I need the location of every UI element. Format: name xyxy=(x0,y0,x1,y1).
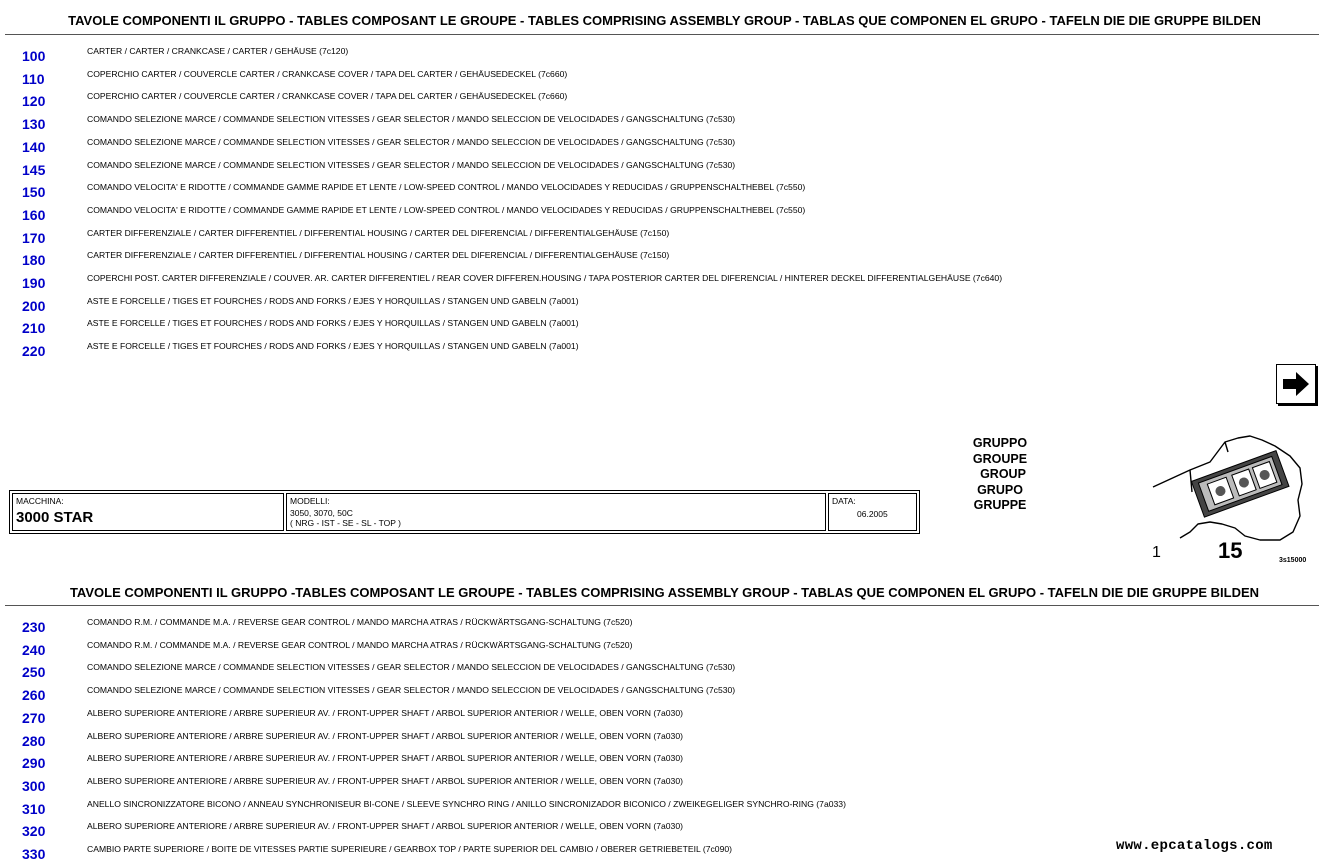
table-row[interactable] xyxy=(0,320,1200,342)
next-page-button[interactable] xyxy=(1276,364,1316,404)
title-block xyxy=(9,490,920,534)
table-number[interactable]: 100 xyxy=(22,48,46,64)
macchina-value: 3000 STAR xyxy=(16,509,94,526)
table-number[interactable]: 210 xyxy=(22,320,46,337)
table-number[interactable]: 320 xyxy=(22,823,46,840)
table-number[interactable]: 140 xyxy=(22,138,46,155)
table-description: CARTER / CARTER / CRANKCASE / CARTER / GEHÄUSE (7c120) xyxy=(87,46,349,56)
table-number[interactable]: 110 xyxy=(22,70,45,87)
table-description: COMANDO VELOCITA' E RIDOTTE / COMMANDE GAMME RAPIDE ET LENTE / LOW-SPEED CONTROL / MANDO VELOCIDADES Y REDUCIDAS / GRUPPENSCHALTHEBEL (7c550) xyxy=(87,182,806,193)
table-number[interactable]: 300 xyxy=(22,777,46,794)
modelli-label: MODELLI: xyxy=(290,496,330,506)
table-description: COMANDO VELOCITA' E RIDOTTE / COMMANDE GAMME RAPIDE ET LENTE / LOW-SPEED CONTROL / MANDO VELOCIDADES Y REDUCIDAS / GRUPPENSCHALTHEBEL (7c550) xyxy=(87,204,806,215)
table-row[interactable] xyxy=(0,275,1200,297)
table-row[interactable] xyxy=(0,343,1200,365)
table-row[interactable] xyxy=(0,68,1200,93)
macchina-label: MACCHINA: xyxy=(16,496,64,506)
table-row[interactable] xyxy=(0,639,1200,664)
data-label: DATA: xyxy=(832,496,856,506)
table-number[interactable]: 170 xyxy=(22,229,46,246)
table-number[interactable]: 220 xyxy=(22,343,46,360)
table-description: ASTE E FORCELLE / TIGES ET FOURCHES / RODS AND FORKS / EJES Y HORQUILLAS / STANGEN UND GABELN (7a001) xyxy=(87,295,579,306)
table-description: COMANDO SELEZIONE MARCE / COMMANDE SELECTION VITESSES / GEAR SELECTOR / MANDO SELECCION DE VELOCIDADES / GANGSCHALTUNG (7c530) xyxy=(87,685,736,696)
table-number[interactable]: 270 xyxy=(22,709,46,726)
small-mark: 1 xyxy=(1152,544,1161,561)
table-number[interactable]: 130 xyxy=(22,116,46,133)
table-description: ALBERO SUPERIORE ANTERIORE / ARBRE SUPERIEUR AV. / FRONT-UPPER SHAFT / ARBOL SUPERIOR ANTERIOR / WELLE, OBEN VORN (7a030) xyxy=(87,775,683,786)
group-label: GRUPPO xyxy=(972,436,1028,450)
table-description: ASTE E FORCELLE / TIGES ET FOURCHES / RODS AND FORKS / EJES Y HORQUILLAS / STANGEN UND GABELN (7a001) xyxy=(87,341,579,352)
table-row[interactable] xyxy=(0,823,1200,845)
page-title-top: TAVOLE COMPONENTI IL GRUPPO - TABLES COMPOSANT LE GROUPE - TABLES COMPRISING ASSEMBLY GROUP - TABLAS QUE COMPONEN EL GRUPO - TAFELN DIE DIE GRUPPE BILDEN xyxy=(68,13,1261,28)
table-row[interactable] xyxy=(0,619,1200,641)
divider xyxy=(5,34,1319,35)
table-row[interactable] xyxy=(0,664,1200,686)
table-number[interactable]: 180 xyxy=(22,252,46,269)
table-number[interactable]: 280 xyxy=(22,732,46,749)
table-number[interactable]: 260 xyxy=(22,687,46,704)
table-row[interactable] xyxy=(0,159,1200,184)
table-description: ALBERO SUPERIORE ANTERIORE / ARBRE SUPERIEUR AV. / FRONT-UPPER SHAFT / ARBOL SUPERIOR ANTERIOR / WELLE, OBEN VORN (7a030) xyxy=(87,821,683,832)
table-description: COPERCHIO CARTER / COUVERCLE CARTER / CRANKCASE COVER / TAPA DEL CARTER / GEHÄUSEDECKEL (7c660) xyxy=(87,68,568,79)
table-row[interactable] xyxy=(0,730,1200,755)
table-row[interactable] xyxy=(0,687,1200,709)
data-value: 06.2005 xyxy=(857,509,888,519)
group-code: 3s15000 xyxy=(1279,557,1307,564)
table-description: COMANDO R.M. / COMMANDE M.A. / REVERSE GEAR CONTROL / MANDO MARCHA ATRAS / RÜCKWÄRTSGANG-SCHALTUNG (7c520) xyxy=(87,639,633,650)
table-description: COMANDO SELEZIONE MARCE / COMMANDE SELECTION VITESSES / GEAR SELECTOR / MANDO SELECCION DE VELOCIDADES / GANGSCHALTUNG (7c530) xyxy=(87,662,736,673)
arrow-right-icon xyxy=(1281,370,1311,398)
table-row[interactable] xyxy=(0,295,1200,320)
modelli-cell xyxy=(286,493,826,531)
table-row[interactable] xyxy=(0,136,1200,161)
table-row[interactable] xyxy=(0,252,1200,274)
group-label: GRUPO xyxy=(977,482,1023,497)
modelli-line2: ( NRG - IST - SE - SL - TOP ) xyxy=(290,518,401,528)
table-description: ALBERO SUPERIORE ANTERIORE / ARBRE SUPERIEUR AV. / FRONT-UPPER SHAFT / ARBOL SUPERIOR ANTERIOR / WELLE, OBEN VORN (7a030) xyxy=(87,730,683,741)
table-row[interactable] xyxy=(0,707,1200,732)
table-row[interactable] xyxy=(0,846,1200,868)
group-labels xyxy=(960,436,1040,514)
table-number[interactable]: 310 xyxy=(22,800,46,817)
table-description: ALBERO SUPERIORE ANTERIORE / ARBRE SUPERIEUR AV. / FRONT-UPPER SHAFT / ARBOL SUPERIOR ANTERIOR / WELLE, OBEN VORN (7a030) xyxy=(87,707,683,718)
table-description: ANELLO SINCRONIZZATORE BICONO / ANNEAU SYNCHRONISEUR BI-CONE / SLEEVE SYNCHRO RING / ANILLO SINCRONIZADOR BICONICO / ZWEIKEGELIGER SYNCHRO-RING (7a033) xyxy=(87,798,846,809)
table-row[interactable] xyxy=(0,227,1200,252)
modelli-line1: 3050, 3070, 50C xyxy=(290,508,353,518)
table-description: ASTE E FORCELLE / TIGES ET FOURCHES / RODS AND FORKS / EJES Y HORQUILLAS / STANGEN UND GABELN (7a001) xyxy=(87,318,579,329)
table-row[interactable] xyxy=(0,48,1200,70)
table-number[interactable]: 230 xyxy=(22,619,46,635)
table-row[interactable] xyxy=(0,93,1200,115)
table-row[interactable] xyxy=(0,184,1200,206)
group-label: GRUPPE xyxy=(973,498,1027,512)
table-row[interactable] xyxy=(0,755,1200,777)
page-title-bottom: TAVOLE COMPONENTI IL GRUPPO -TABLES COMPOSANT LE GROUPE - TABLES COMPRISING ASSEMBLY GROUP - TABLAS QUE COMPONEN EL GRUPO - TAFELN DIE DIE GRUPPE BILDEN xyxy=(69,585,1260,600)
table-description: CARTER DIFFERENZIALE / CARTER DIFFERENTIEL / DIFFERENTIAL HOUSING / CARTER DEL DIFERENCIAL / DIFFERENTIALGEHÄUSE (7c150) xyxy=(87,227,670,238)
table-row[interactable] xyxy=(0,204,1200,229)
table-description: COMANDO SELEZIONE MARCE / COMMANDE SELECTION VITESSES / GEAR SELECTOR / MANDO SELECCION DE VELOCIDADES / GANGSCHALTUNG (7c530) xyxy=(87,136,736,147)
table-row[interactable] xyxy=(0,775,1200,800)
macchina-cell xyxy=(12,493,284,531)
table-description: COPERCHIO CARTER / COUVERCLE CARTER / CRANKCASE COVER / TAPA DEL CARTER / GEHÄUSEDECKEL (7c660) xyxy=(87,91,568,102)
table-number[interactable]: 145 xyxy=(22,161,46,178)
group-number: 15 xyxy=(1218,538,1243,563)
table-description: COMANDO SELEZIONE MARCE / COMMANDE SELECTION VITESSES / GEAR SELECTOR / MANDO SELECCION DE VELOCIDADES / GANGSCHALTUNG (7c530) xyxy=(87,159,736,170)
watermark: www.epcatalogs.com xyxy=(1116,838,1273,854)
table-number[interactable]: 250 xyxy=(22,664,46,681)
table-number[interactable]: 150 xyxy=(22,184,46,201)
table-number[interactable]: 330 xyxy=(22,846,46,862)
table-number[interactable]: 160 xyxy=(22,206,46,223)
table-number[interactable]: 290 xyxy=(22,755,46,772)
table-description: CAMBIO PARTE SUPERIORE / BOITE DE VITESSES PARTIE SUPERIEURE / GEARBOX TOP / PARTE SUPERIOR DEL CAMBIO / OBERER GETRIEBETEIL (7c090) xyxy=(87,844,733,854)
table-number[interactable]: 190 xyxy=(22,275,46,291)
table-description: COPERCHI POST. CARTER DIFFERENZIALE / COUVER. AR. CARTER DIFFERENTIEL / REAR COVER DIFFEREN.HOUSING / TAPA POSTERIOR CARTER DEL DIFERENCIAL / HINTERER DECKEL DIFFERENTIALGEHÄUSE (7c640) xyxy=(87,273,1003,283)
group-label: GROUP xyxy=(980,467,1026,481)
table-description: CARTER DIFFERENZIALE / CARTER DIFFERENTIEL / DIFFERENTIAL HOUSING / CARTER DEL DIFERENCIAL / DIFFERENTIALGEHÄUSE (7c150) xyxy=(87,250,670,261)
tractor-outline-illustration xyxy=(1150,432,1315,542)
table-number[interactable]: 240 xyxy=(22,641,46,658)
table-number[interactable]: 200 xyxy=(22,297,46,314)
table-description: COMANDO SELEZIONE MARCE / COMMANDE SELECTION VITESSES / GEAR SELECTOR / MANDO SELECCION DE VELOCIDADES / GANGSCHALTUNG (7c530) xyxy=(87,114,736,125)
table-number[interactable]: 120 xyxy=(22,93,46,110)
table-row[interactable] xyxy=(0,116,1200,138)
group-label: GROUPE xyxy=(972,451,1028,466)
divider xyxy=(5,605,1319,606)
table-row[interactable] xyxy=(0,798,1200,823)
table-description: COMANDO R.M. / COMMANDE M.A. / REVERSE GEAR CONTROL / MANDO MARCHA ATRAS / RÜCKWÄRTSGANG-SCHALTUNG (7c520) xyxy=(87,617,633,627)
table-description: ALBERO SUPERIORE ANTERIORE / ARBRE SUPERIEUR AV. / FRONT-UPPER SHAFT / ARBOL SUPERIOR ANTERIOR / WELLE, OBEN VORN (7a030) xyxy=(87,753,683,764)
data-cell xyxy=(828,493,917,531)
